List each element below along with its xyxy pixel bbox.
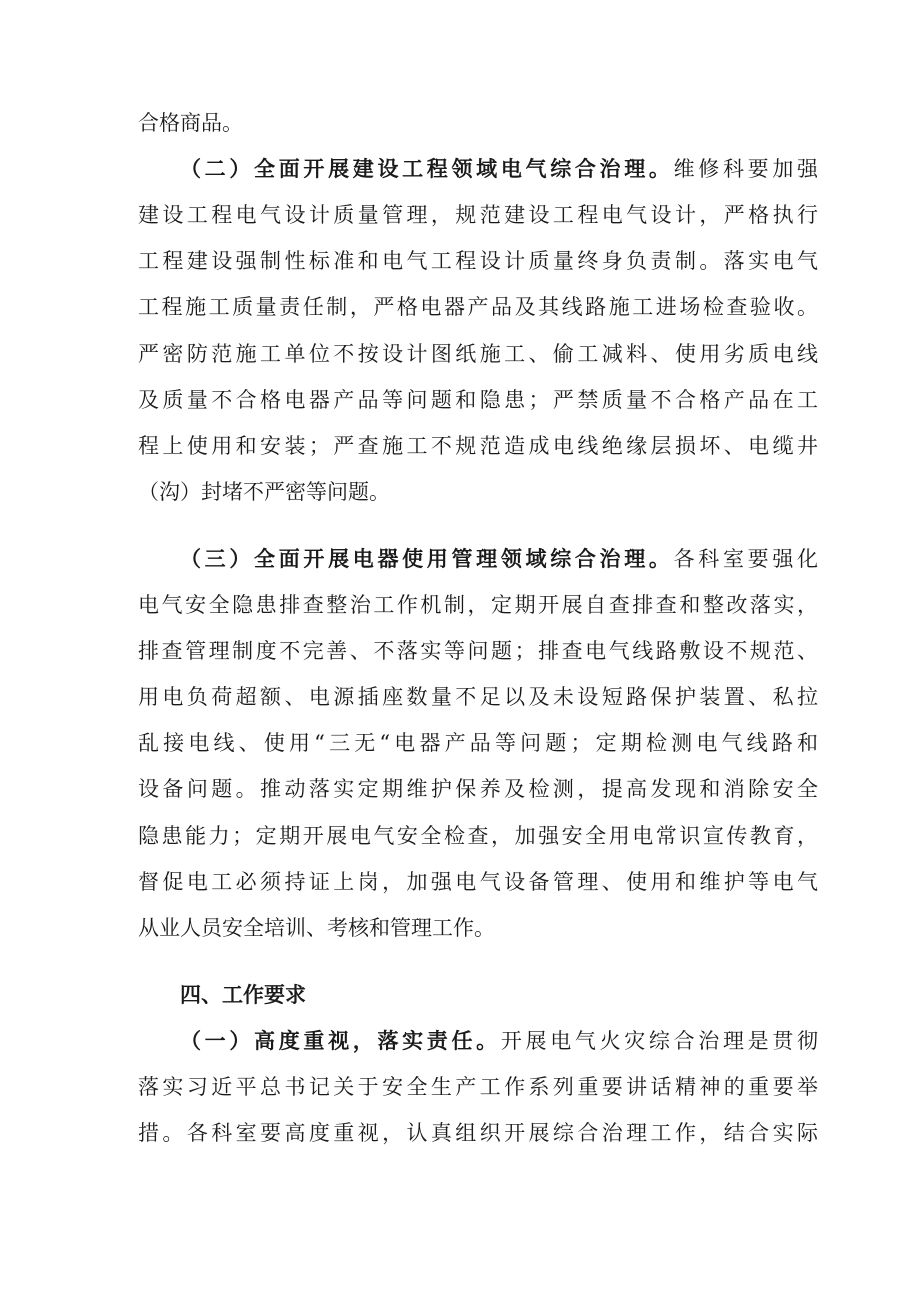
text-line: 隐患能力；定期开展电气安全检查，加强安全用电常识宣传教育，: [138, 824, 818, 848]
section-lead-heading: （二）全面开展建设工程领域电气综合治理。: [180, 156, 674, 181]
text-line: 工程施工质量责任制，严格电器产品及其线路施工进场检查验收。: [138, 295, 818, 319]
text-line: 程上使用和安装；严查施工不规范造成电线绝缘层损坏、电缆井: [138, 434, 818, 458]
text-line: 落实习近平总书记关于安全生产工作系列重要讲话精神的重要举: [138, 1075, 818, 1099]
text-line: 乱接电线、使用“三无“电器产品等问题；定期检测电气线路和: [138, 731, 818, 755]
text-line: 从业人员安全培训、考核和管理工作。: [138, 916, 495, 940]
section-lead-tail: 各科室要强化: [673, 547, 819, 571]
text-line: 用电负荷超额、电源插座数量不足以及未设短路保护装置、私拉: [138, 685, 818, 709]
text-line: （沟）封堵不严密等问题。: [138, 480, 390, 504]
text-line: 督促电工必须持证上岗，加强电气设备管理、使用和维护等电气: [138, 870, 818, 894]
text-line: 严密防范施工单位不按设计图纸施工、偷工减料、使用劣质电线: [138, 342, 818, 366]
text-line: 建设工程电气设计质量管理，规范建设工程电气设计，严格执行: [138, 203, 818, 227]
section-lead-tail: 维修科要加强: [673, 157, 819, 181]
text-line: 及质量不合格电器产品等问题和隐患；严禁质量不合格产品在工: [138, 388, 818, 412]
text-line: 工程建设强制性标准和电气工程设计质量终身负责制。落实电气: [138, 249, 818, 273]
text-line: 合格商品。: [138, 111, 243, 135]
text-line: 措。各科室要高度重视，认真组织开展综合治理工作，结合实际: [138, 1121, 818, 1145]
text-line: 排查管理制度不完善、不落实等问题；排查电气线路敷设不规范、: [138, 639, 818, 663]
section-heading: 四、工作要求: [180, 982, 306, 1007]
text-line: 设备问题。推动落实定期维护保养及检测，提高发现和消除安全: [138, 777, 818, 801]
text-line: 电气安全隐患排查整治工作机制，定期开展自查排查和整改落实，: [138, 593, 818, 617]
section-lead-tail: 开展电气火灾综合治理是贯彻: [500, 1029, 819, 1053]
section-lead-heading: （一）高度重视，落实责任。: [180, 1028, 501, 1053]
section-lead-heading: （三）全面开展电器使用管理领域综合治理。: [180, 546, 674, 571]
